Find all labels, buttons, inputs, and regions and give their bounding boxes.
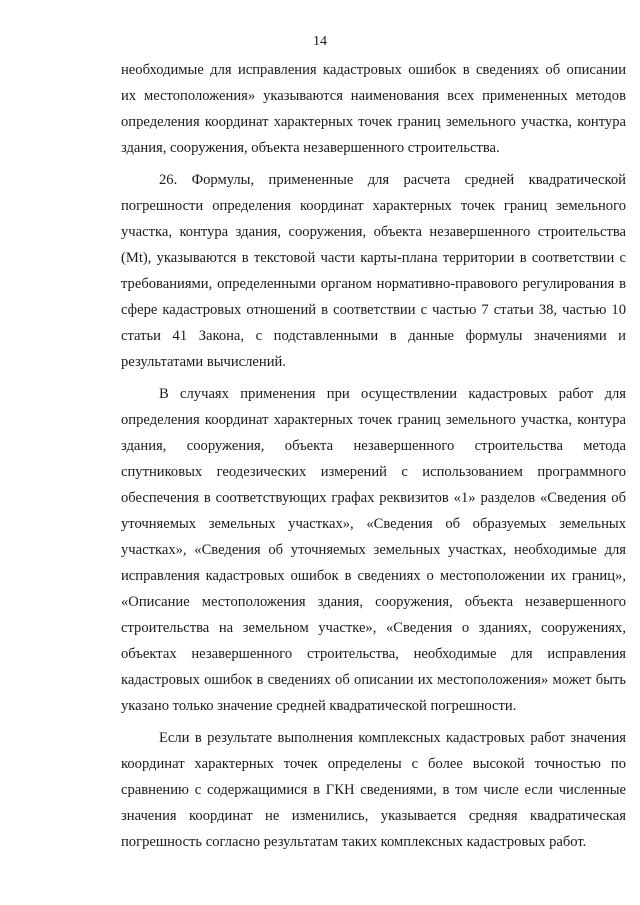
text-line: координат характерных точек определены с более высокой точностью по xyxy=(121,756,626,772)
text-line: значения координат не изменились, указывается средняя квадратическая xyxy=(121,808,626,824)
text-line: определения координат характерных точек границ земельного участка, контура xyxy=(121,412,626,428)
text-line: объектах незавершенного строительства, необходимые для исправления xyxy=(121,646,626,662)
text-line: кадастровых ошибок в сведениях об описании их местоположения» может быть xyxy=(121,672,626,688)
text-line: статьи 41 Закона, с подставленными в данные формулы значениями и xyxy=(121,328,626,344)
text-line: «Описание местоположения здания, сооружения, объекта незавершенного xyxy=(121,594,626,610)
page-number: 14 xyxy=(313,34,327,49)
text-line: В случаях применения при осуществлении кадастровых работ для xyxy=(159,386,626,402)
text-line: указано только значение средней квадратической погрешности. xyxy=(121,698,517,714)
text-line: требованиями, определенными органом нормативно-правового регулирования в xyxy=(121,276,626,292)
text-line: спутниковых геодезических измерений с использованием программного xyxy=(121,464,626,480)
text-line: их местоположения» указываются наименования всех примененных методов xyxy=(121,88,626,104)
text-line: Если в результате выполнения комплексных кадастровых работ значения xyxy=(159,730,626,746)
text-line: сфере кадастровых отношений в соответствии с частью 7 статьи 38, частью 10 xyxy=(121,302,626,318)
text-line: результатами вычислений. xyxy=(121,354,286,370)
text-line: здания, сооружения, объекта незавершенного строительства метода xyxy=(121,438,626,454)
text-line: строительства на земельном участке», «Сведения о зданиях, сооружениях, xyxy=(121,620,626,636)
text-line: участка, контура здания, сооружения, объекта незавершенного строительства xyxy=(121,224,626,240)
text-line: погрешности определения координат характерных точек границ земельного xyxy=(121,198,626,214)
text-line: (Mt), указываются в текстовой части карты-плана территории в соответствии с xyxy=(121,250,626,266)
text-line: определения координат характерных точек границ земельного участка, контура xyxy=(121,114,626,130)
text-line: исправления кадастровых ошибок в сведениях о местоположении их границ», xyxy=(121,568,626,584)
text-line: участках», «Сведения об уточняемых земельных участках, необходимые для xyxy=(121,542,626,558)
text-line: сравнению с содержащимися в ГКН сведениями, в том числе если численные xyxy=(121,782,626,798)
text-line: здания, сооружения, объекта незавершенного строительства. xyxy=(121,140,500,156)
text-line: уточняемых земельных участках», «Сведения об образуемых земельных xyxy=(121,516,626,532)
text-line: погрешность согласно результатам таких комплексных кадастровых работ. xyxy=(121,834,587,850)
text-line: необходимые для исправления кадастровых ошибок в сведениях об описании xyxy=(121,62,626,78)
text-line: обеспечения в соответствующих графах реквизитов «1» разделов «Сведения об xyxy=(121,490,626,506)
text-line: 26. Формулы, примененные для расчета средней квадратической xyxy=(159,172,626,188)
